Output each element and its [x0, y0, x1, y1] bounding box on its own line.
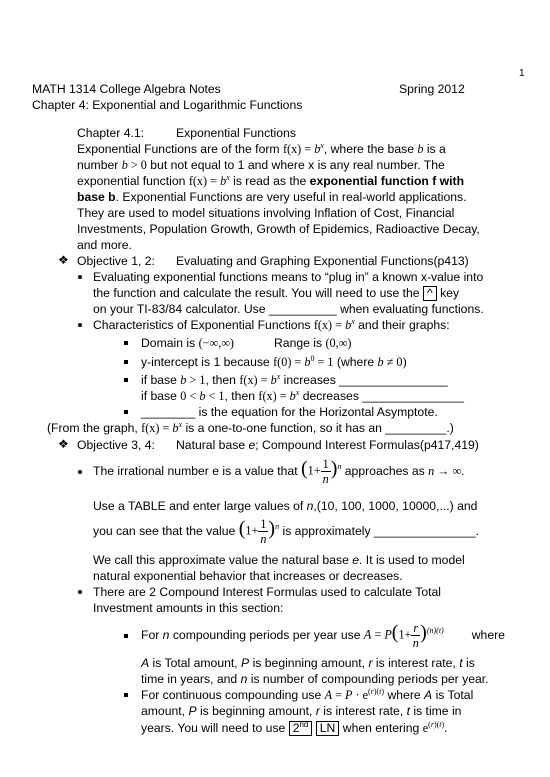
ln-key-icon: LN — [316, 721, 340, 736]
square-bullet-icon — [124, 693, 128, 697]
square-bullet-icon — [124, 341, 128, 345]
objective-1-title: Evaluating and Graphing Exponential Functions(p413) — [176, 254, 469, 268]
square-bullet-icon — [124, 634, 128, 638]
page-number: 1 — [519, 68, 525, 79]
irrational-line: The irrational number e is a value that (1+ $\frac{1}{n}$ )$^n$ approaches as n → ∞. — [93, 457, 465, 487]
second-key-icon: 2nd — [289, 721, 313, 736]
asymptote-line: ________ is the equation for the Horizontal Asymptote. — [141, 405, 438, 419]
square-bullet-icon — [124, 378, 128, 382]
diamond-bullet-icon: ❖ — [58, 253, 69, 267]
two-formulas-line-2: Investment amounts in this section: — [93, 601, 284, 615]
bullet-dot-icon — [78, 590, 82, 594]
keys-line: years. You will need to use 2nd LN when entering $e^{(r)(t)}$. — [141, 719, 448, 735]
characteristics-line: Characteristics of Exponential Functions $f(x) = b^x$ and their graphs: — [93, 316, 450, 332]
n-compounding-line: For n compounding periods per year use A = P(1+ $\frac{r}{n}$ )$^{(n)(t)}$ where — [141, 621, 505, 651]
intro-line-2: number b > 0 but not equal to 1 and where x is any real number. The — [77, 158, 445, 172]
continuous-line: For continuous compounding use $A = P \cdot e^{(r)(t)}$ where A is Total — [141, 686, 474, 702]
natural-base-line-1: We call this approximate value the natural base e. It is used to model — [93, 553, 465, 567]
two-formulas-line-1: There are 2 Compound Interest Formulas used to calculate Total — [93, 585, 441, 599]
bullet-dot-icon — [78, 275, 82, 279]
decreasing-line: if base 0 < b < 1, then $f(x) = b^x$ decreases _______________ — [141, 387, 464, 403]
intro-line-7: and more. — [77, 238, 132, 252]
intro-line-6: Investments, Population Growth, Growth of Epidemics, Radioactive Decay, — [77, 222, 480, 236]
section-label: Chapter 4.1: — [77, 126, 145, 140]
table-line: Use a TABLE and enter large values of n,(10, 100, 1000, 10000,...) and — [93, 499, 478, 513]
definitions-line-2: time in years, and n is number of compounding periods per year. — [141, 672, 489, 686]
increasing-line: if base b > 1, then $f(x) = b^x$ increases ________________ — [141, 371, 448, 387]
term: Spring 2012 — [399, 82, 465, 96]
objective-3-title: Natural base e; Compound Interest Formulas(p417,419) — [176, 438, 479, 452]
bullet-dot-icon — [78, 470, 82, 474]
evaluate-line-3: on your TI-83/84 calculator. Use __________ when evaluating functions. — [93, 302, 484, 316]
one-to-one-line: (From the graph, $f(x) = b^x$ is a one-to-one function, so it has an _________.) — [47, 419, 454, 435]
natural-base-line-2: natural exponential behavior that increases or decreases. — [93, 569, 403, 583]
section-title: Exponential Functions — [176, 126, 296, 140]
continuous-def-line: amount, P is beginning amount, r is interest rate, t is time in — [141, 704, 462, 718]
square-bullet-icon — [124, 410, 128, 414]
objective-1-label: Objective 1, 2: — [77, 254, 155, 268]
evaluate-line-2: the function and calculate the result. You will need to use the ^ key — [93, 286, 460, 300]
caret-key-icon: ^ — [423, 286, 437, 301]
square-bullet-icon — [124, 360, 128, 364]
evaluate-line-1: Evaluating exponential functions means to “plug in” a known x-value into — [93, 270, 484, 284]
objective-3-label: Objective 3, 4: — [77, 438, 155, 452]
intro-line-1: Exponential Functions are of the form $f(x) = b^x$, where the base b is a — [77, 140, 446, 156]
bullet-dot-icon — [78, 323, 82, 327]
intro-line-5: They are used to model situations involving Inflation of Cost, Financial — [77, 206, 455, 220]
chapter-heading: Chapter 4: Exponential and Logarithmic Functions — [32, 98, 303, 112]
y-intercept-line: y-intercept is 1 because $f(0) = b^0 = 1$ (where b ≠ 0) — [141, 353, 407, 369]
diamond-bullet-icon: ❖ — [58, 437, 69, 451]
domain-range-line: Domain is (−∞,∞) Range is (0,∞) — [141, 336, 352, 350]
approx-line: you can see that the value (1+ $\frac{1}{n}$ )$^n$ is approximately _______________. — [93, 517, 479, 547]
intro-line-4: base b. Exponential Functions are very useful in real-world applications. — [77, 190, 467, 204]
course-title: MATH 1314 College Algebra Notes — [32, 82, 221, 96]
intro-line-3: exponential function $f(x) = b^x$ is read as the exponential function f with — [77, 172, 465, 188]
definitions-line-1: A is Total amount, P is beginning amount, r is interest rate, t is — [141, 656, 475, 670]
